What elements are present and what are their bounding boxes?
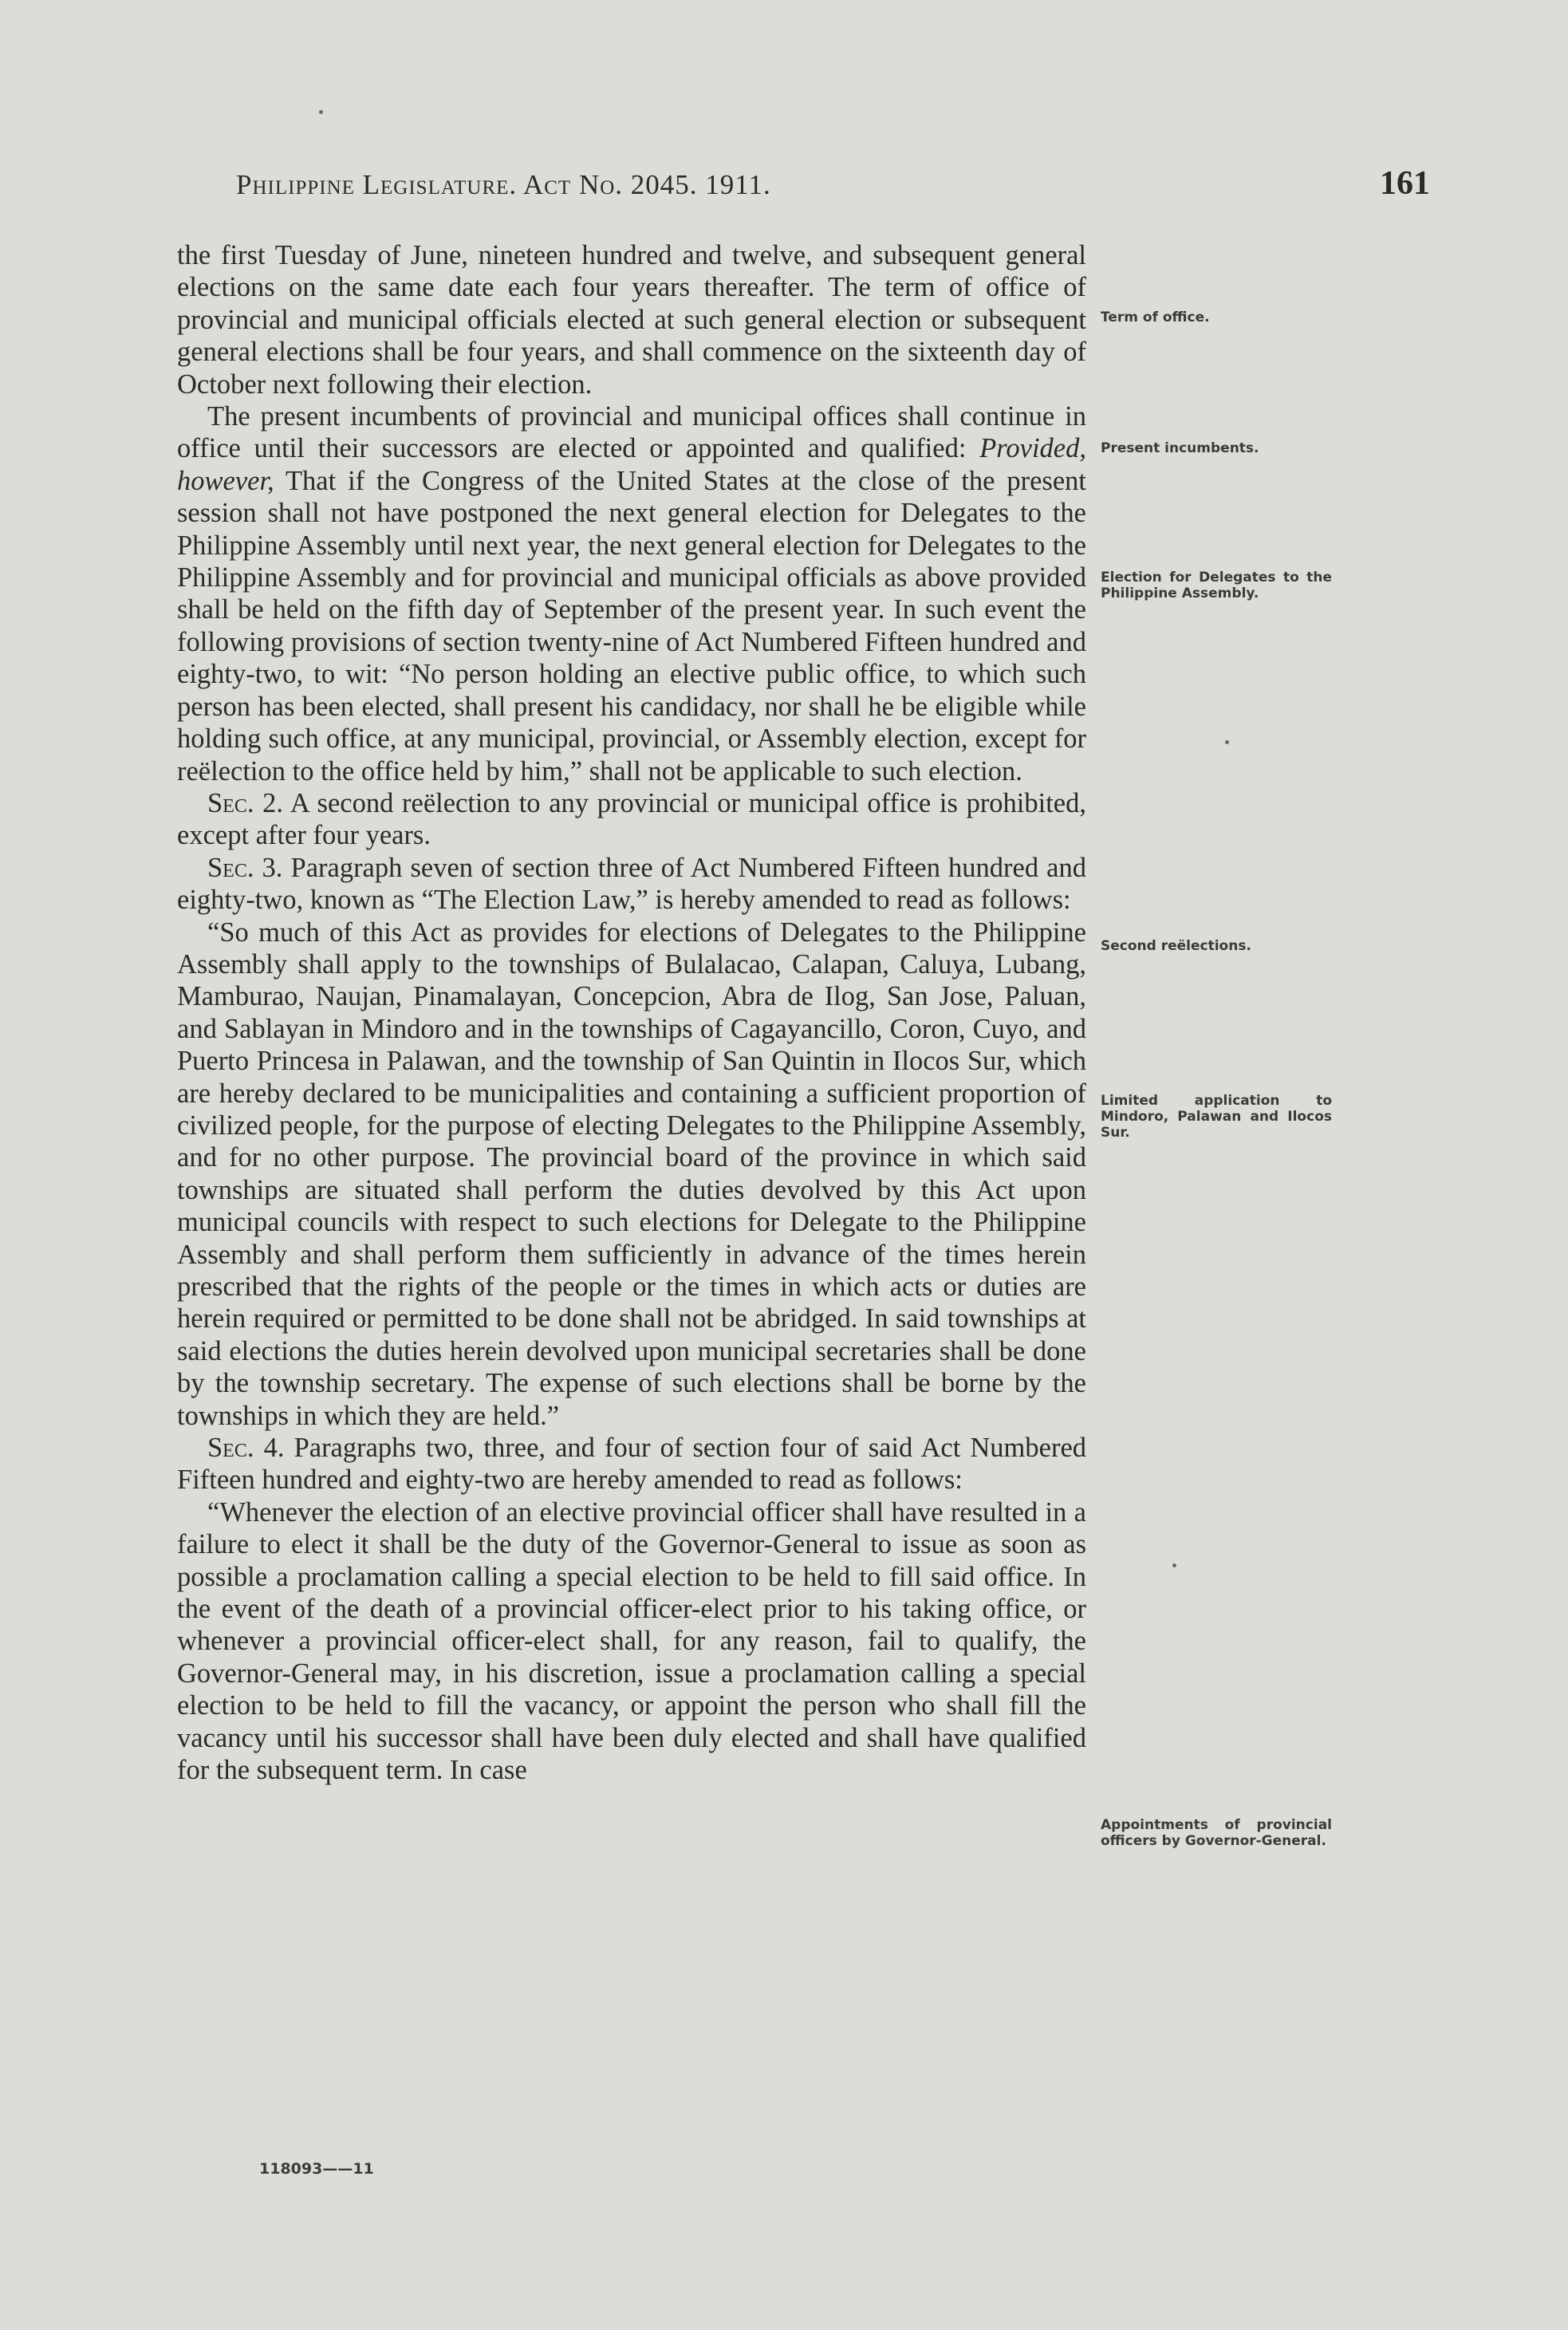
paragraph-incumbents-rest: That if the Congress of the United States at the close of the present session shall not have postponed the next general election for Delegates to the Philippine Assembly until next year, the next general election for Delegates to the Philippine Assembly and for provincial and municipal officials as above provided shall be held on the fifth day of September of the present year. In such event the following provisions of section twenty-nine of Act Numbered Fifteen hundred and eighty-two, to wit: “No person holding an elective public office, to which such person has been elected, shall present his candidacy, nor shall he be eligible while holding such office, at any municipal, provincial, or Assembly election, except for reëlection to the office held by him,” shall not be applicable to such election. [177,465,1086,787]
marginal-note-incumbents: Present incumbents. [1101,440,1259,456]
marginal-note-term: Term of office. [1101,309,1210,325]
section-3 [177,852,1086,917]
paper-speck [319,110,323,114]
section-3-text: Paragraph seven of section three of Act Numbered Fifteen hundred and eighty-two, known as “The Election Law,” is hereby amended to read as follows: [177,852,1086,916]
section-2-text: A second reëlection to any provincial or municipal office is prohibited, except after four years. [177,787,1086,851]
page-number: 161 [1380,165,1430,202]
marginal-note-limited: Limited application to Mindoro, Palawan and Ilocos Sur. [1101,1093,1332,1141]
paragraph-term: the first Tuesday of June, nineteen hundred and twelve, and subsequent general elections on the same date each four years thereafter. The term of office of provincial and municipal officials elected at such general election or subsequent general elections shall be four years, and shall commence on the sixteenth day of October next following their election. [177,240,1086,400]
marginal-note-delegates: Election for Delegates to the Philippine Assembly. [1101,570,1332,601]
running-head [236,169,1034,201]
paragraph-townships: “So much of this Act as provides for elections of Delegates to the Philippine Assembly shall apply to the townships of Bulalacao, Calapan, Caluya, Lubang, Mamburao, Naujan, Pinamalayan, Concepcion, Abra de Ilog, San Jose, Paluan, and Sablayan in Mindoro and in the townships of Cagayancillo, Coron, Cuyo, and Puerto Princesa in Palawan, and the township of San Quintin in Ilocos Sur, which are hereby declared to be municipalities and containing a sufficient proportion of civilized people, for the purpose of electing Delegates to the Philippine Assembly, and for no other purpose. The provincial board of the province in which said townships are situated shall perform the duties devolved by this Act upon municipal councils with respect to such elections for Delegate to the Philippine Assembly and shall perform them sufficiently in advance of the times herein prescribed that the rights of the people or the times in which acts or duties are herein required or permitted to be done shall not be abridged. In said townships at said elections the duties herein devolved upon municipal secretaries shall be done by the township secretary. The expense of such elections shall be borne by the townships in which they are held.” [177,917,1086,1431]
section-2 [177,787,1086,852]
section-2-label: Sec. 2. [207,787,284,818]
body-text [177,239,1086,1787]
section-4-label: Sec. 4. [207,1433,285,1464]
paper-speck [1172,1563,1176,1567]
paper-speck [1225,740,1229,744]
running-head-text: Philippine Legislature. Act No. 2045. 1911. [236,169,771,200]
section-4 [177,1432,1086,1496]
section-3-label: Sec. 3. [207,852,283,883]
provided-however: Provided, however, [177,433,1086,496]
paragraph-governor-general: “Whenever the election of an elective provincial officer shall have resulted in a failure to elect it shall be the duty of the Governor-General to issue as soon as possible a proclamation calling a special election to be held to fill said office. In the event of the death of a provincial officer-elect prior to his taking office, or whenever a provincial officer-elect shall, for any reason, fail to qualify, the Governor-General may, in his discretion, issue a proclamation calling a special election to be held to fill the vacancy, or appoint the person who shall fill the vacancy until his successor shall have been duly elected and shall have qualified for the subsequent term. In case [177,1496,1086,1786]
section-4-text: Paragraphs two, three, and four of section four of said Act Numbered Fifteen hundred and eighty-two are hereby amended to read as follows: [177,1433,1087,1496]
paragraph-incumbents [177,400,1086,787]
marginal-note-appointments: Appointments of provincial officers by Governor-General. [1101,1817,1332,1849]
printer-signature: 118093——11 [259,2160,374,2178]
paragraph-incumbents-start: The present incumbents of provincial and municipal offices shall continue in office until their successors are elected or appointed and qualified: [177,401,1086,464]
marginal-note-reelections: Second reëlections. [1101,938,1251,954]
